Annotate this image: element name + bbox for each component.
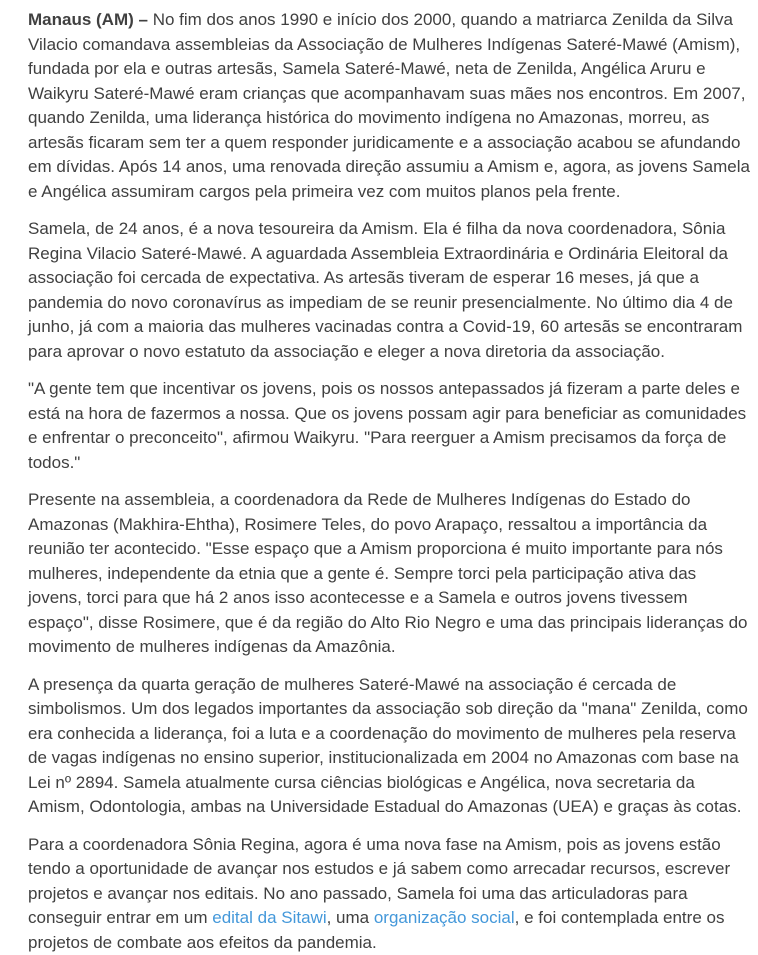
- paragraph-text: Presente na assembleia, a coordenadora da Rede de Mulheres Indígenas do Estado do Amazonas (Makhira-Ehtha), Rosimere Teles, do povo Arapaço, ressaltou a importância da reunião ter acontecido. "Esse espaço que a Amism proporciona é muito importante para nós mulheres, independente da etnia que a gente é. Sempre torci pela participação ativa das jovens, torci para que há 2 anos isso acontecesse e a Samela e outros jovens tivessem espaço", disse Rosimere, que é da região do Alto Rio Negro e uma das principais lideranças do movimento de mulheres indígenas da Amazônia.: [28, 490, 748, 656]
- paragraph-text: A presença da quarta geração de mulheres Sateré-Mawé na associação é cercada de simbolismos. Um dos legados importantes da associação sob direção da "mana" Zenilda, como era conhecida a liderança, foi a luta e a coordenação do movimento de mulheres pela reserva de vagas indígenas no ensino superior, institucionalizada em 2004 no Amazonas com base na Lei nº 2894. Samela atualmente cursa ciências biológicas e Angélica, nova secretaria da Amism, Odontologia, ambas na Universidade Estadual do Amazonas (UEA) e graças às cotas.: [28, 675, 748, 817]
- paragraph-intro: [28, 8, 750, 204]
- paragraph-sonia-regina: [28, 833, 750, 955]
- paragraph-text: "A gente tem que incentivar os jovens, pois os nossos antepassados já fizeram a parte deles e está na hora de fazermos a nossa. Que os jovens possam agir para beneficiar as comunidades e enfrentar o preconceito", afirmou Waikyru. "Para reerguer a Amism precisamos da força de todos.": [28, 379, 746, 472]
- paragraph-text: , e foi contemplada entre os projetos de combate aos efeitos da pandemia.: [28, 908, 724, 952]
- paragraph-quote-waikyru: [28, 377, 750, 475]
- paragraph-text: , uma: [327, 908, 374, 927]
- paragraph-legado: [28, 673, 750, 820]
- dateline: Manaus (AM) –: [28, 10, 153, 29]
- paragraph-text: Samela, de 24 anos, é a nova tesoureira da Amism. Ela é filha da nova coordenadora, Sônia Regina Vilacio Sateré-Mawé. A aguardada Assembleia Extraordinária e Ordinária Eleitoral da associação foi cercada de expectativa. As artesãs tiveram de esperar 16 meses, já que a pandemia do novo coronavírus as impediam de se reunir presencialmente. No último dia 4 de junho, já com a maioria das mulheres vacinadas contra a Covid-19, 60 artesãs se encontraram para aprovar o novo estatuto da associação e eleger a nova diretoria da associação.: [28, 219, 742, 361]
- paragraph-samela: [28, 217, 750, 364]
- link-edital-da-sitawi[interactable]: edital da Sitawi: [212, 908, 326, 927]
- paragraph-text: No fim dos anos 1990 e início dos 2000, quando a matriarca Zenilda da Silva Vilacio comandava assembleias da Associação de Mulheres Indígenas Sateré-Mawé (Amism), fundada por ela e outras artesãs, Samela Sateré-Mawé, neta de Zenilda, Angélica Aruru e Waikyru Sateré-Mawé eram crianças que acompanhavam suas mães nos encontros. Em 2007, quando Zenilda, uma liderança histórica do movimento indígena no Amazonas, morreu, as artesãs ficaram sem ter a quem responder juridicamente e a associação acabou se afundando em dívidas. Após 14 anos, uma renovada direção assumiu a Amism e, agora, as jovens Samela e Angélica assumiram cargos pela primeira vez com muitos planos pela frente.: [28, 10, 750, 201]
- paragraph-text: Para a coordenadora Sônia Regina, agora é uma nova fase na Amism, pois as jovens estão tendo a oportunidade de avançar nos estudos e já sabem como arrecadar recursos, escrever projetos e avançar nos editais. No ano passado, Samela foi uma das articuladoras para conseguir entrar em um: [28, 835, 730, 928]
- paragraph-rosimere: [28, 488, 750, 660]
- link-organizacao-social[interactable]: organização social: [374, 908, 515, 927]
